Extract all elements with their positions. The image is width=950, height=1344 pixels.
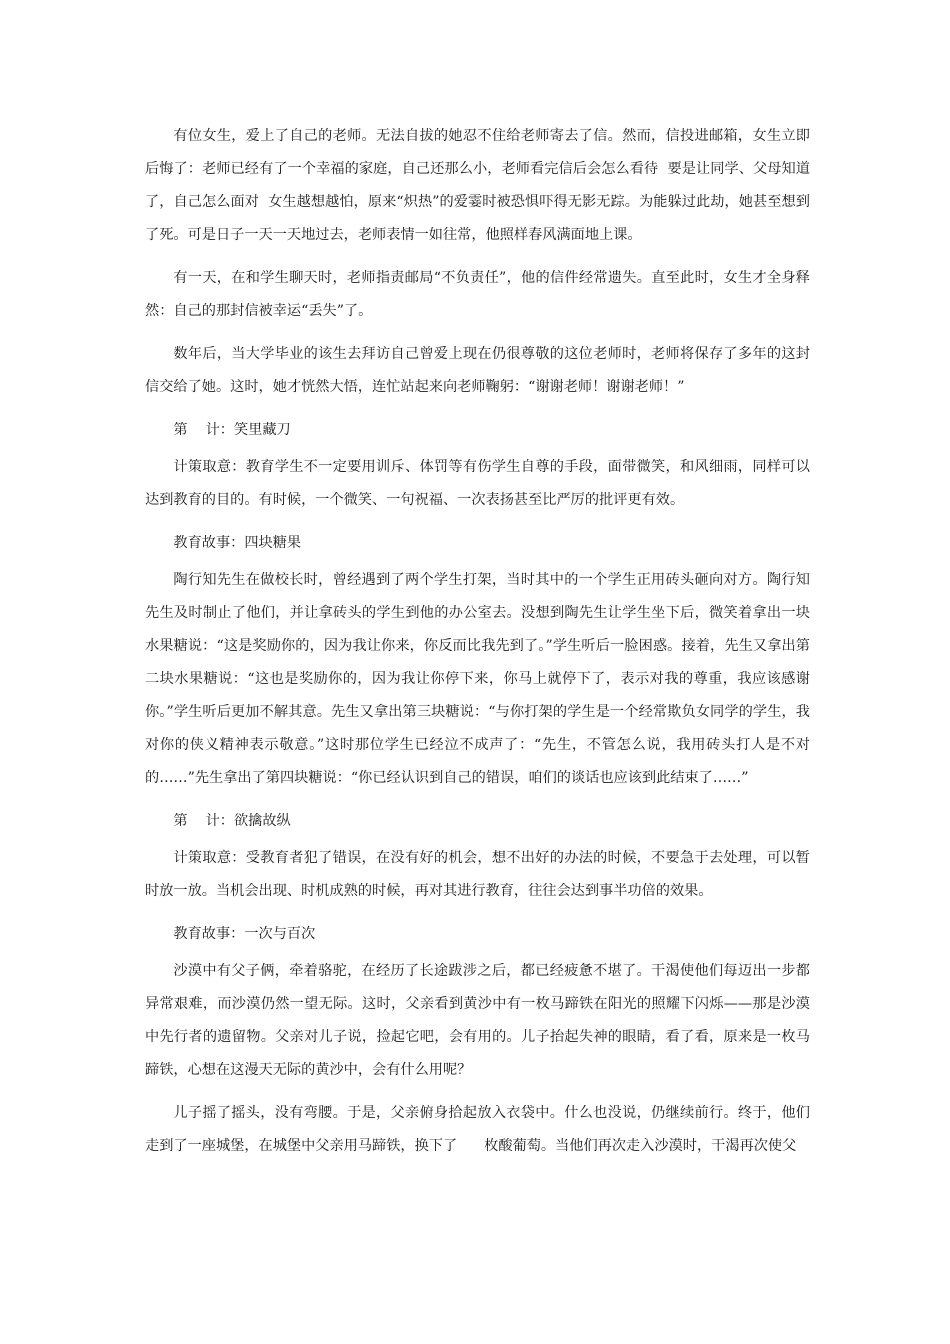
paragraph: 有一天，在和学生聊天时，老师指责邮局“不负责任”，他的信件经常遗失。直至此时，女生才全身释然：自己的那封信被幸运“丢失”了。: [145, 270, 810, 319]
paragraph: 计策取意：教育学生不一定要用训斥、体罚等有伤学生自尊的手段，面带微笑，和风细雨，同样可以达到教育的目的。有时候，一个微笑、一句祝福、一次表扬甚至比严厉的批评更有效。: [145, 459, 810, 508]
paragraph: 沙漠中有父子俩，牵着骆驼，在经历了长途跋涉之后，都已经疲惫不堪了。干渴使他们每迈出一步都异常艰难，而沙漠仍然一望无际。这时，父亲看到黄沙中有一枚马蹄铁在阳光的照耀下闪烁——那是沙漠中先行者的遗留物。父亲对儿子说，捡起它吧，会有用的。儿子抬起失神的眼睛，看了看，原来是一枚马蹄铁，心想在这漫天无际的黄沙中，会有什么用呢？: [145, 963, 810, 1078]
document-body: [145, 120, 810, 1173]
paragraph: 儿子摇了摇头，没有弯腰。于是，父亲俯身拾起放入衣袋中。什么也没说，仍继续前行。终于，他们走到了一座城堡，在城堡中父亲用马蹄铁，换下了 枚酸葡萄。当他们再次走入沙漠时，干渴再次使父: [145, 1105, 810, 1154]
section-heading: 第 计：欲擒故纵: [173, 813, 291, 829]
story-heading: 教育故事：四块糖果: [173, 535, 302, 551]
paragraph: 数年后，当大学毕业的该生去拜访自己曾爱上现在仍很尊敬的这位老师时，老师将保存了多年的这封信交给了她。这时，她才恍然大悟，连忙站起来向老师鞠躬：“谢谢老师！谢谢老师！”: [145, 346, 810, 395]
paragraph: 陶行知先生在做校长时，曾经遇到了两个学生打架，当时其中的一个学生正用砖头砸向对方。陶行知先生及时制止了他们，并让拿砖头的学生到他的办公室去。没想到陶先生让学生坐下后，微笑着拿出一块水果糖说：“这是奖励你的，因为我让你来，你反而比我先到了。”学生听后一脸困惑。接着，先生又拿出第二块水果糖说：“这也是奖励你的，因为我让你停下来，你马上就停下了，表示对我的尊重，我应该感谢你。”学生听后更加不解其意。先生又拿出第三块糖说：“与你打架的学生是一个经常欺负女同学的学生，我对你的侠义精神表示敬意。”这时那位学生已经泣不成声了：“先生，不管怎么说，我用砖头打人是不对的……”先生拿出了第四块糖说：“你已经认识到自己的错误，咱们的谈话也应该到此结束了……”: [145, 572, 810, 786]
paragraph: 有位女生，爱上了自己的老师。无法自拔的她忍不住给老师寄去了信。然而，信投进邮箱，女生立即后悔了：老师已经有了一个幸福的家庭，自己还那么小，老师看完信后会怎么看待 要是让同学、父母知道了，自己怎么面对 女生越想越怕，原来“炽热”的爱霎时被恐惧吓得无影无踪。为能躲过此劫，她甚至想到了死。可是日子一天一天地过去，老师表情一如往常，他照样春风满面地上课。: [145, 128, 810, 243]
paragraph: 计策取意：受教育者犯了错误，在没有好的机会，想不出好的办法的时候，不要急于去处理，可以暂时放一放。当机会出现、时机成熟的时候，再对其进行教育，往往会达到事半功倍的效果。: [145, 850, 810, 899]
story-heading: 教育故事：一次与百次: [173, 926, 316, 942]
section-heading: 第 计：笑里藏刀: [173, 422, 291, 438]
